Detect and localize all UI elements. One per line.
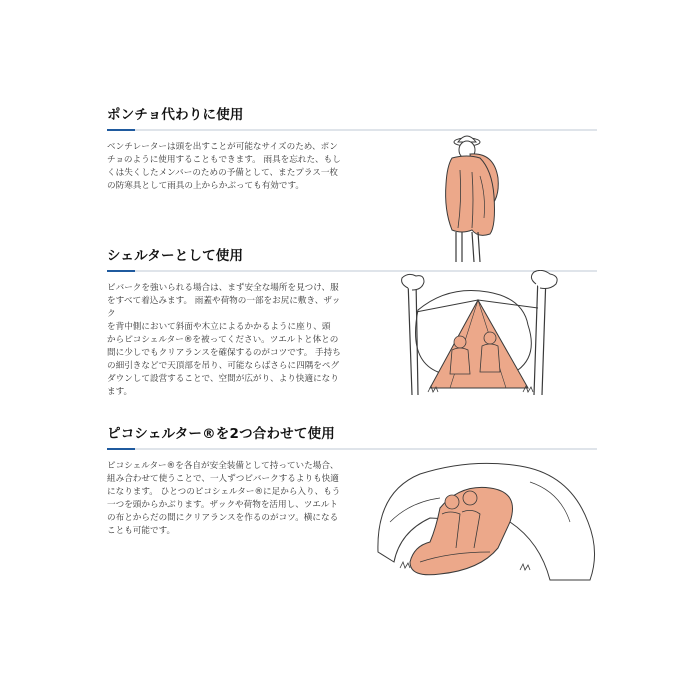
body-line: チョのように使用することもできます。 雨具を忘れた、もし xyxy=(107,155,341,165)
body-line: をすべて着込みます。 雨蓋や荷物の一部をお尻に敷き、ザック xyxy=(107,296,341,319)
body-line: 一つを頭からかぶります。ザックや荷物を活用し、ツエルト xyxy=(107,500,339,510)
body-line: ピコシェルター®を各自が安全装備として持っていた場合、 xyxy=(107,461,339,471)
section-divider xyxy=(107,129,597,131)
body-line: の布とからだの間にクリアランスを作るのがコツ。横になる xyxy=(107,513,339,523)
body-line: になります。 ひとつのピコシェルター®に足から入り、もう xyxy=(107,487,341,497)
body-line: ベンチレーターは頭を出すことが可能なサイズのため、ポン xyxy=(107,142,338,152)
body-line: くは失くしたメンバーのための予備として、またプラス一枚 xyxy=(107,168,339,178)
body-line: 間に少しでもクリアランスを確保するのがコツです。 手持ち xyxy=(107,348,341,358)
body-line: の細引きなどで天頂部を吊り、可能ならばさらに四隅をペグ xyxy=(107,361,340,371)
body-line: ビバークを強いられる場合は、まず安全な場所を見つけ、服 xyxy=(107,283,339,293)
double-shelter-illustration xyxy=(370,452,602,587)
body-line: ダウンして設営することで、空間が広がり、より快適になり xyxy=(107,374,339,384)
body-line: 組み合わせて使うことで、一人ずつビバークするよりも快適 xyxy=(107,474,339,484)
tree-shelter-illustration xyxy=(378,270,578,410)
section-divider xyxy=(107,448,597,450)
section-body xyxy=(107,282,347,399)
body-line: ことも可能です。 xyxy=(107,526,176,536)
section-poncho xyxy=(107,103,597,193)
section-heading: ピコシェルター®を2つ合わせて使用 xyxy=(107,426,335,442)
section-body xyxy=(107,141,597,193)
body-line: を背中側において斜面や木立によるかかるように座り、頭 xyxy=(107,322,331,332)
section-heading: ポンチョ代わりに使用 xyxy=(107,107,244,123)
body-line: ます。 xyxy=(107,387,133,397)
section-body xyxy=(107,460,357,538)
body-line: からピコシェルター®を被ってください。ツエルトと体との xyxy=(107,335,339,345)
section-heading: シェルターとして使用 xyxy=(107,248,244,264)
body-line: の防寒具として雨具の上からかぶっても有効です。 xyxy=(107,181,304,191)
